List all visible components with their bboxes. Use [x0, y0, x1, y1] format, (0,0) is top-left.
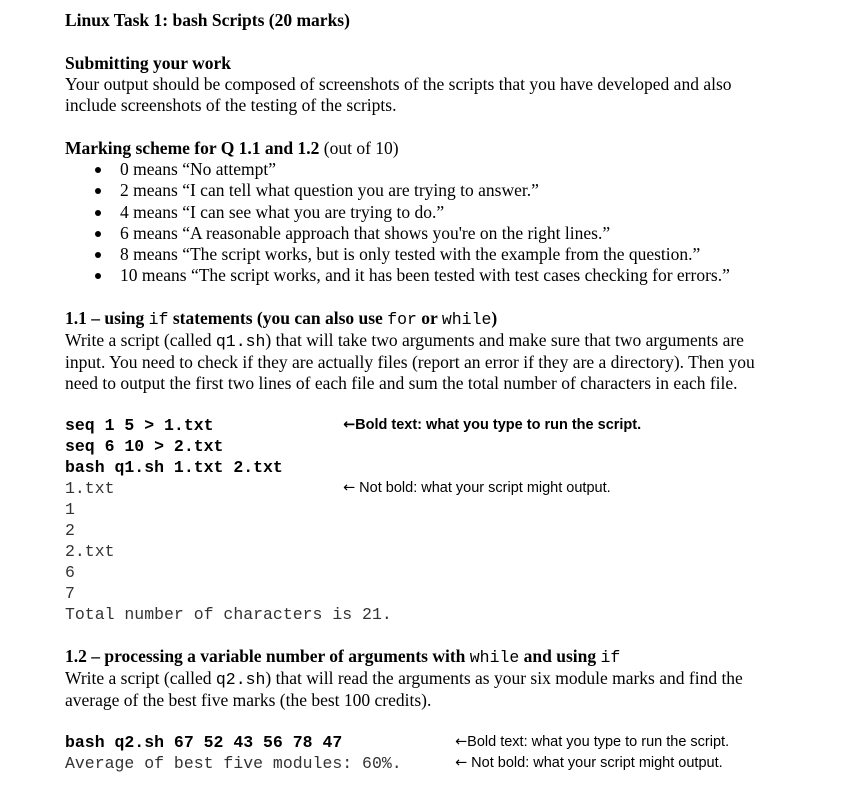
left-arrow-icon: ← — [343, 479, 356, 496]
bullet-icon — [95, 188, 101, 194]
submitting-heading: Submitting your work — [65, 53, 231, 73]
q1-output-line-5: 6 — [65, 562, 75, 582]
marking-heading — [65, 138, 825, 159]
q1-output-line-2: 1 — [65, 499, 75, 519]
marking-heading-rest: (out of 10) — [319, 138, 399, 158]
q1-heading: 1.1 – using if statements (you can also use for or while) — [65, 307, 498, 329]
bullet-icon — [95, 231, 101, 237]
bullet-icon — [95, 273, 101, 279]
q2-desc-line-2: average of the best five marks (the best 100 credits). — [65, 689, 432, 710]
marking-list — [65, 159, 825, 287]
q1-output-line-7: Total number of characters is 21. — [65, 604, 392, 624]
left-arrow-icon: ← — [455, 733, 468, 750]
left-arrow-icon: ← — [455, 754, 468, 771]
q2-heading: 1.2 – processing a variable number of arguments with while and using if — [65, 645, 621, 667]
q1-output-note: ← Not bold: what your script might output. — [343, 479, 611, 496]
q2-output-note: ← Not bold: what your script might output. — [455, 754, 723, 771]
list-item: 8 means “The script works, but is only tested with the example from the question.” — [95, 244, 825, 265]
q1-input-note: ←Bold text: what you type to run the script. — [343, 416, 642, 433]
submitting-text-line-2: include screenshots of the testing of the scripts. — [65, 95, 397, 115]
q1-desc-line-1: Write a script (called q1.sh) that will take two arguments and make sure that two arguments are — [65, 329, 744, 351]
q1-input-line-2: seq 6 10 > 2.txt — [65, 436, 224, 456]
q1-input-line-3: bash q1.sh 1.txt 2.txt — [65, 457, 283, 477]
list-item: 4 means “I can see what you are trying to do.” — [95, 202, 825, 223]
q1-code-block — [65, 415, 825, 625]
q2-input-line: bash q2.sh 67 52 43 56 78 47 ←Bold text: what you type to run the script. — [65, 732, 730, 752]
document-page — [65, 10, 825, 774]
q1-output-line-1: 1.txt ← Not bold: what your script might output. — [65, 478, 611, 498]
q1-output-line-6: 7 — [65, 583, 75, 603]
marking-heading-bold: Marking scheme for Q 1.1 and 1.2 — [65, 138, 320, 158]
q2-code-block — [65, 732, 825, 774]
submitting-text-line-1: Your output should be composed of screenshots of the scripts that you have developed and also — [65, 74, 732, 94]
bullet-icon — [95, 210, 101, 216]
q1-desc-line-2: input. You need to check if they are actually files (report an error if they are a directory). Then you — [65, 351, 755, 372]
q2-desc-line-1: Write a script (called q2.sh) that will read the arguments as your six module marks and find the — [65, 667, 743, 689]
q1-input-line-1: seq 1 5 > 1.txt ←Bold text: what you type to run the script. — [65, 415, 642, 435]
q1-output-line-4: 2.txt — [65, 541, 115, 561]
q1-output-line-3: 2 — [65, 520, 75, 540]
bullet-icon — [95, 252, 101, 258]
list-item: 2 means “I can tell what question you are trying to answer.” — [95, 180, 825, 201]
list-item: 6 means “A reasonable approach that shows you're on the right lines.” — [95, 223, 825, 244]
bullet-icon — [95, 167, 101, 173]
list-item: 10 means “The script works, and it has been tested with test cases checking for errors.” — [95, 265, 825, 286]
page-title: Linux Task 1: bash Scripts (20 marks) — [65, 10, 350, 30]
left-arrow-icon: ← — [343, 416, 356, 433]
q2-output-line: Average of best five modules: 60%. ← Not bold: what your script might output. — [65, 753, 723, 773]
q1-desc-line-3: need to output the first two lines of each file and sum the total number of characters in each file. — [65, 372, 738, 393]
q2-input-note: ←Bold text: what you type to run the script. — [455, 733, 730, 750]
list-item: 0 means “No attempt” — [95, 159, 825, 180]
